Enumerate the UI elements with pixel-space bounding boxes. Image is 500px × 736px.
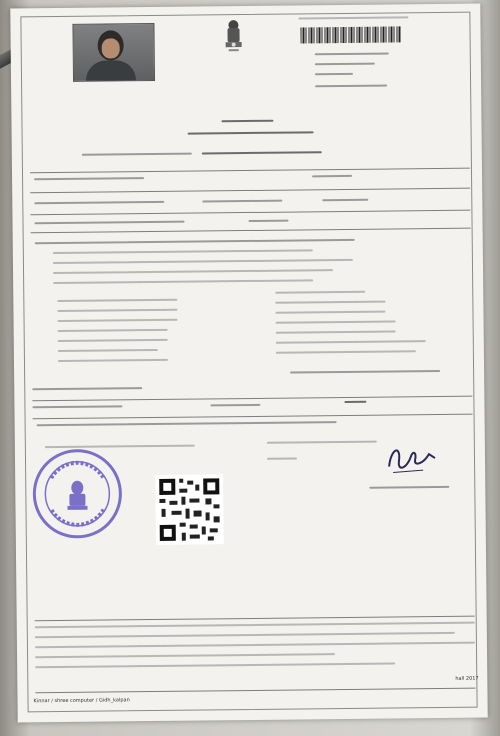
field-4-value [249,220,289,222]
certificate-border [20,12,477,713]
certificate-paper [10,4,487,723]
header-line-3 [315,73,353,75]
footer-text: Kinnar / shree computer / Gidh_kalpan [33,697,130,705]
field-2-value [312,175,352,177]
national-emblem-icon [218,16,248,56]
page-mark: hall 2017 [455,675,479,682]
barcode-icon [300,26,400,43]
qr-code-icon [155,474,224,545]
signature-icon [383,438,443,479]
official-seal-icon [31,447,124,540]
applicant-photo [72,23,155,82]
lower-para-4 [267,458,297,460]
lower-field-2-extra [344,401,366,403]
